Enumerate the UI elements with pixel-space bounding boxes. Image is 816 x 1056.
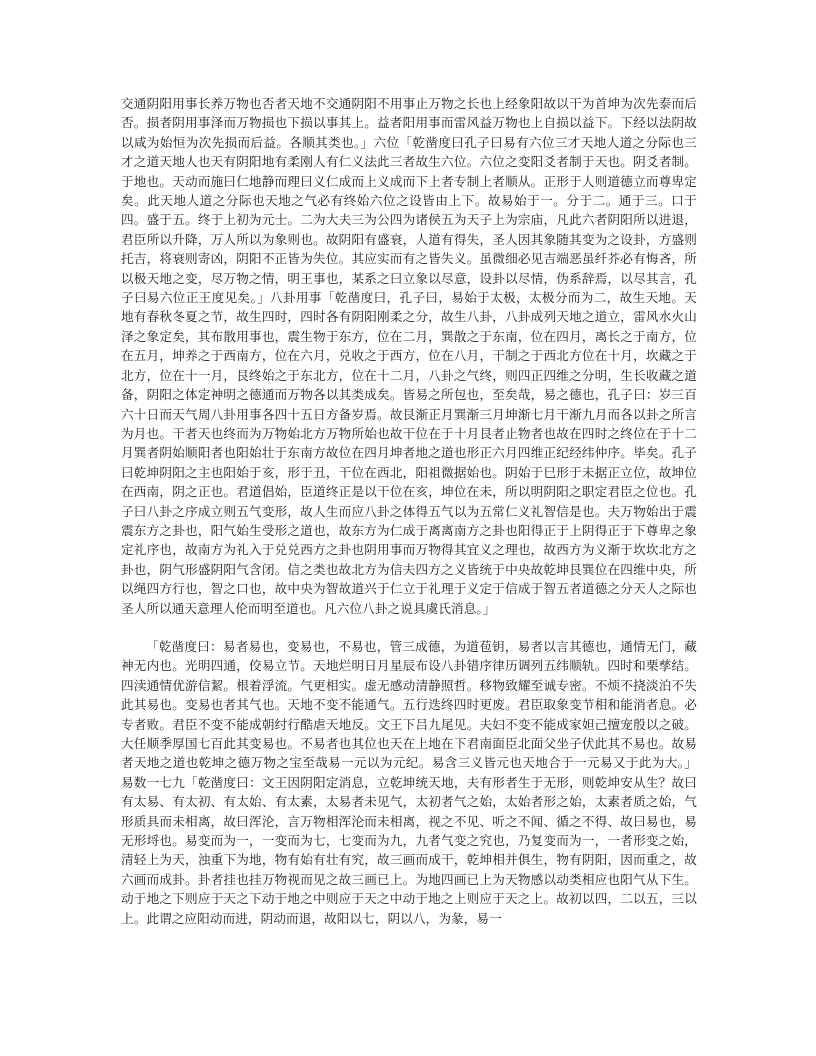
document-page	[121, 94, 697, 928]
body-paragraph: 交通阴阳用事长养万物也否者天地不交通阴阳不用事止万物之长也上经象阳故以干为首坤为次先泰而后否。损者阴用事泽而万物损也下损以事其上。益者阳用事而雷风益万物也上自损以益下。下经以法阴故以咸为始恒为次先损而后益。各顺其类也。」六位「乾凿度曰孔子曰易有六位三才天地人道之分际也三才之道天地人也天有阴阳地有柔刚人有仁义法此三者故生六位。六位之变阳爻者制于天也。阴爻者制。于地也。天动而施曰仁地静而理曰义仁成而上义成而下上者专制上者顺从。正形于人则道德立而尊卑定矣。此天地人道之分际也天地之气必有终始六位之设皆由上下。故易始于一。分于二。通于三。口于四。盛于五。终于上初为元士。二为大夫三为公四为诸侯五为天子上为宗庙，凡此六者阴阳所以进退，君臣所以升降，万人所以为象则也。故阴阳有盛衰，人道有得失，圣人因其象随其变为之设卦，方盛则托吉，将衰则寄凶，阴阳不正皆为失位。其应实而有之皆失义。虽微细必见吉端恶虽纤芥必有悔吝，所以极天地之变，尽万物之情，明王事也，某系之曰立象以尽意，设卦以尽情，伪系辞焉，以尽其言，孔子曰易六位正王度见矣。」八卦用事「乾凿度曰，孔子曰，易始于太极，太极分而为二，故生天地。天地有春秋冬夏之节，故生四时，四时各有阴阳刚柔之分，故生八卦，八卦成列天地之道立，雷风水火山泽之象定矣，其布散用事也，震生物于东方，位在二月，巽散之于东南，位在四月，离长之于南方，位在五月，坤养之于西南方，位在六月，兑收之于西方，位在八月，干制之于西北方位在十月，坎藏之于北方，位在十一月，艮终始之于东北方，位在十二月，八卦之气终，则四正四维之分明，生长收藏之道备，阴阳之体定神明之德通而万物各以其类成矣。皆易之所包也，至矣哉，易之德也，孔子曰：岁三百六十日而天气周八卦用事各四十五日方备岁焉。故艮渐正月巽渐三月坤渐七月干渐九月而各以卦之所言为月也。干者天也终而为万物始北方万物所始也故干位在于十月艮者止物者也故在四时之终位在于十二月巽者阴始顺阳者也阳始壮于东南方故位在四月坤者地之道也形正六月四维正纪经纬仲序。毕矣。孔子曰乾坤阴阳之主也阳始于亥，形于丑，干位在西北，阳祖微据始也。阴始于巳形于未据正立位，故坤位在西南，阴之正也。君道倡始，臣道终正是以干位在亥，坤位在未，所以明阴阳之职定君臣之位也。孔子曰八卦之序成立则五气变形，故人生而应八卦之体得五气以为五常仁义礼智信是也。夫万物始出于震震东方之卦也，阳气始生受形之道也，故东方为仁成于离离南方之卦也阳得正于上阴得正于下尊卑之象定礼序也，故南方为礼入于兑兑西方之卦也阴用事而万物得其宜义之理也，故西方为义渐于坎坎北方之卦也，阴气形盛阴阳气含闭。信之类也故北方为信夫四方之义皆统于中央故乾坤艮巽位在四维中央，所以绳四方行也，智之口也，故中央为智故道兴于仁立于礼理于义定于信成于智五者道德之分天人之际也圣人所以通天意理人伦而明至道也。凡六位八卦之说具虞氏消息。」	[121, 96, 697, 616]
body-paragraph: 「乾凿度曰：易者易也，变易也，不易也，管三成德，为道苞钥，易者以言其德也，通情无门，藏神无内也。光明四通，佼易立节。天地烂明日月星辰布设八卦错序律历调列五纬顺轨。四时和栗孳结。四渎通情优游信絜。根着浮流。气更相实。虚无感动清静照哲。移物致耀至诚专密。不烦不挠淡泊不失此其易也。变易也者其气也。天地不变不能通气。五行迭终四时更废。君臣取象变节相和能消者息。必专者败。君臣不变不能成朝纣行酷虐天地反。文王下吕九尾见。夫妇不变不能成家妲己擅宠殷以之破。大任顺季厚国七百此其变易也。不易者也其位也天在上地在下君南面臣北面父坐子伏此其不易也。故易者天地之道也乾坤之德万物之宝至哉易一元以为元纪。易含三义皆元也天地合于一元易又于此为大。」易数一七九「乾凿度曰：文王因阴阳定消息，立乾坤统天地，夫有形者生于无形，则乾坤安从生？故曰有太易、有太初、有太始、有太素，太易者未见气，太初者气之始，太始者形之始，太素者质之始，气形质具而未相离，故曰浑沦，言万物相浑沦而未相离，视之不见、听之不闻、循之不得、故曰易也，易无形埒也。易变而为一，一变而为七，七变而为九，九者气变之究也，乃复变而为一，一者形变之始，清轻上为天，浊重下为地，物有始有壮有究，故三画而成干，乾坤相并俱生，物有阴阳，因而重之，故六画而成卦。卦者挂也挂万物视而见之故三画已上。为地四画已上为天物感以动类相应也阳气从下生。动于地之下则应于天之下动于地之中则应于天之中动于地之上则应于天之上。故初以四，二以五，三以上。此谓之应阳动而进，阴动而退，故阳以七，阴以八，为彖，易一	[121, 638, 697, 926]
